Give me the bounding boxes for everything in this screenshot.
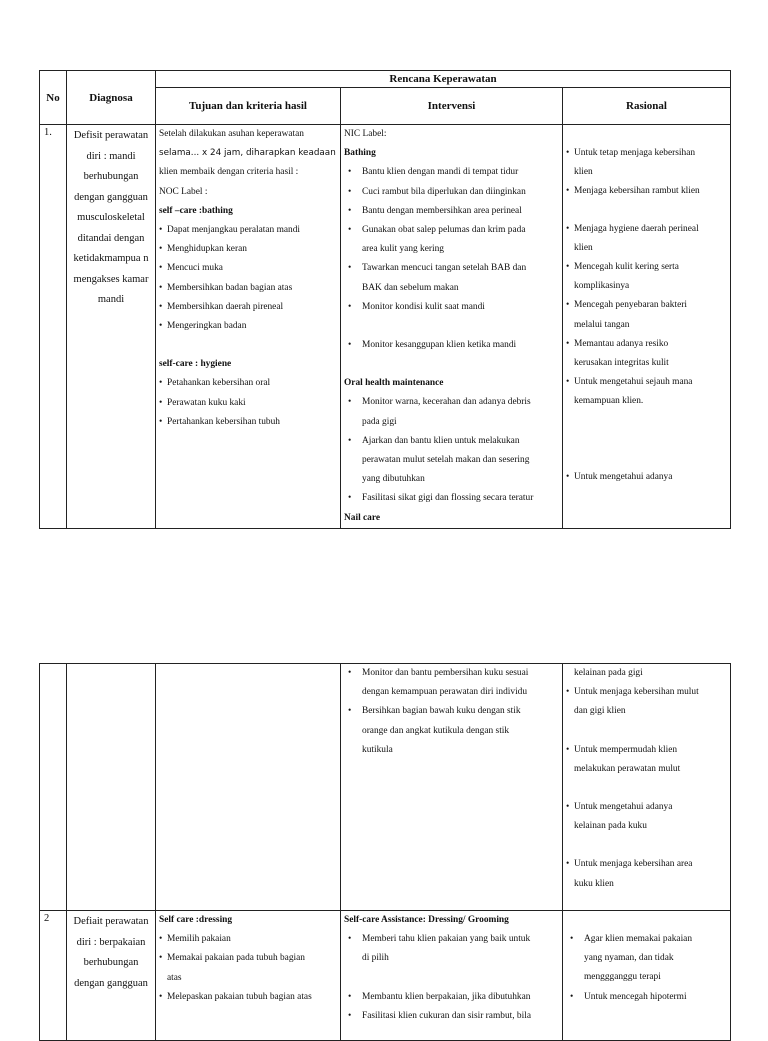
list-item: • Mencegah penyebaran bakteri bbox=[566, 296, 727, 315]
row2-diagnosa: Defiait perawatan diri : berpakaian berhubungan dengan gangguan bbox=[67, 911, 156, 1041]
list-item-continuation: menggganggu terapi bbox=[584, 972, 661, 983]
noc-label: NOC Label : bbox=[159, 186, 208, 197]
list-item: • Petahankan kebersihan oral bbox=[159, 374, 337, 393]
list-item-continuation: area kulit yang kering bbox=[362, 244, 444, 255]
list-item: • Untuk menjaga kebersihan area bbox=[566, 855, 727, 874]
list-item-continuation: di pilih bbox=[362, 953, 389, 964]
list-item-continuation: kelainan pada gigi bbox=[574, 668, 643, 678]
tujuan-intro-1: Setelah dilakukan asuhan keperawatan bbox=[159, 129, 304, 139]
list-item: • Untuk mengetahui adanya bbox=[566, 468, 727, 487]
bathing-intervention-list bbox=[344, 163, 559, 355]
list-item: • Untuk mengetahui sejauh mana bbox=[566, 373, 727, 392]
row1-tujuan bbox=[156, 125, 341, 529]
list-item: • Bantu klien dengan mandi di tempat tidur bbox=[344, 163, 559, 182]
oral-health-title: Oral health maintenance bbox=[344, 378, 444, 389]
list-item: • Membantu klien berpakaian, jika dibutuhkan bbox=[344, 988, 559, 1007]
list-item: • Gunakan obat salep pelumas dan krim pada bbox=[344, 221, 559, 240]
dressing-assistance-title: Self-care Assistance: Dressing/ Grooming bbox=[344, 915, 509, 925]
list-item: • Mencegah kulit kering serta bbox=[566, 258, 727, 277]
row1-cont-no bbox=[40, 664, 67, 911]
list-item: • Pertahankan kebersihan tubuh bbox=[159, 413, 337, 432]
list-item: • Memilih pakaian bbox=[159, 930, 337, 949]
list-item: • Monitor kesanggupan klien ketika mandi bbox=[344, 336, 559, 355]
list-item: • Monitor kondisi kulit saat mandi bbox=[344, 298, 559, 317]
list-item: • Untuk mempermudah klien bbox=[566, 741, 727, 760]
oral-health-list bbox=[344, 393, 559, 508]
nail-care-list bbox=[344, 664, 559, 760]
list-item: • Fasilitasi sikat gigi dan flossing secara teratur bbox=[344, 489, 559, 508]
rasional-cont-list bbox=[566, 664, 727, 894]
bathing-criteria-list bbox=[159, 221, 337, 336]
list-item: • Monitor dan bantu pembersihan kuku sesuai bbox=[344, 664, 559, 683]
list-item: • Untuk mencegah hipotermi bbox=[566, 988, 727, 1007]
list-item-continuation: dan gigi klien bbox=[574, 706, 626, 717]
list-item: • Menghidupkan keran bbox=[159, 240, 337, 259]
bathing-title: self –care :bathing bbox=[159, 205, 233, 216]
dressing-criteria-list bbox=[159, 930, 337, 1007]
list-item-continuation: kerusakan integritas kulit bbox=[574, 358, 669, 369]
list-item: • Menjaga kebersihan rambut klien bbox=[566, 182, 727, 201]
list-item: • Untuk mengetahui adanya bbox=[566, 798, 727, 817]
header-rencana-keperawatan: Rencana Keperawatan bbox=[156, 71, 731, 88]
hygiene-criteria-list bbox=[159, 374, 337, 432]
list-item-continuation: yang dibutuhkan bbox=[362, 474, 425, 485]
list-item: • Melepaskan pakaian tubuh bagian atas bbox=[159, 988, 337, 1007]
list-item-continuation: orange dan angkat kutikula dengan stik bbox=[362, 725, 510, 736]
nic-label: NIC Label: bbox=[344, 129, 387, 139]
list-item-continuation: pada gigi bbox=[362, 416, 397, 427]
tujuan-intro-3: klien membaik dengan criteria hasil : bbox=[159, 167, 299, 178]
row1-no: 1. bbox=[40, 125, 67, 529]
list-item: • Menjaga hygiene daerah perineal bbox=[566, 220, 727, 239]
list-item: • Memakai pakaian pada tubuh bagian bbox=[159, 949, 337, 968]
row1-cont-rasional bbox=[563, 664, 731, 911]
bathing-intervention-title: Bathing bbox=[344, 148, 376, 159]
list-item: • Bersihkan bagian bawah kuku dengan stik bbox=[344, 702, 559, 721]
nail-care-title: Nail care bbox=[344, 512, 381, 523]
row2-intervensi bbox=[341, 911, 563, 1041]
rasional-list bbox=[566, 144, 727, 487]
list-item-continuation: klien bbox=[574, 167, 593, 178]
dressing-intervention-list bbox=[344, 930, 559, 1026]
list-item-continuation: yang nyaman, dan tidak bbox=[584, 953, 674, 964]
list-item: • Membersihkan daerah pireneal bbox=[159, 298, 337, 317]
list-item-continuation: kutikula bbox=[362, 744, 393, 755]
list-item: • Memberi tahu klien pakaian yang baik untuk bbox=[344, 930, 559, 949]
list-item: • Mencuci muka bbox=[159, 259, 337, 278]
list-item: • Dapat menjangkau peralatan mandi bbox=[159, 221, 337, 240]
list-item-continuation: komplikasinya bbox=[574, 281, 630, 292]
list-item: • Untuk menjaga kebersihan mulut bbox=[566, 683, 727, 702]
list-item-continuation: melalui tangan bbox=[574, 319, 630, 330]
list-item-continuation: atas bbox=[167, 972, 182, 983]
row1-cont-diagnosa bbox=[67, 664, 156, 911]
care-plan-table-page-1 bbox=[39, 70, 731, 529]
header-tujuan: Tujuan dan kriteria hasil bbox=[156, 88, 341, 125]
row2-rasional bbox=[563, 911, 731, 1041]
row2-tujuan bbox=[156, 911, 341, 1041]
row1-cont-intervensi bbox=[341, 664, 563, 911]
list-item-continuation: BAK dan sebelum makan bbox=[362, 282, 459, 293]
list-item-continuation: dengan kemampuan perawatan diri individu bbox=[362, 687, 528, 698]
row1-intervensi bbox=[341, 125, 563, 529]
header-no: No bbox=[40, 71, 67, 125]
row1-diagnosa: Defisit perawatan diri : mandi berhubungan dengan gangguan musculoskeletal ditandai dengan ketidakmampua n mengakses kamar mandi bbox=[67, 125, 156, 529]
list-item: • Agar klien memakai pakaian bbox=[566, 930, 727, 949]
list-item-continuation: klien bbox=[574, 242, 593, 253]
dressing-title: Self care :dressing bbox=[159, 915, 233, 925]
header-intervensi: Intervensi bbox=[341, 88, 563, 125]
list-item: • Membersihkan badan bagian atas bbox=[159, 279, 337, 298]
list-item-continuation: kuku klien bbox=[574, 878, 614, 889]
care-plan-table-page-2 bbox=[39, 663, 731, 1041]
list-item-continuation: kemampuan klien. bbox=[574, 396, 644, 407]
list-item: • Mengeringkan badan bbox=[159, 317, 337, 336]
list-item: • Ajarkan dan bantu klien untuk melakukan bbox=[344, 432, 559, 451]
header-rasional: Rasional bbox=[563, 88, 731, 125]
hygiene-title: self-care : hygiene bbox=[159, 359, 232, 370]
tujuan-intro-2: selama... x 24 jam, diharapkan keadaan bbox=[159, 148, 336, 159]
row1-rasional bbox=[563, 125, 731, 529]
list-item-continuation: melakukan perawatan mulut bbox=[574, 763, 681, 774]
list-item: • Cuci rambut bila diperlukan dan diinginkan bbox=[344, 183, 559, 202]
list-item: • Bantu dengan membersihkan area perineal bbox=[344, 202, 559, 221]
list-item: • Fasilitasi klien cukuran dan sisir rambut, bila bbox=[344, 1007, 559, 1026]
list-item: • Memantau adanya resiko bbox=[566, 335, 727, 354]
list-item: • Perawatan kuku kaki bbox=[159, 394, 337, 413]
list-item-continuation: perawatan mulut setelah makan dan sesering bbox=[362, 455, 530, 466]
list-item-continuation: kelainan pada kuku bbox=[574, 821, 647, 832]
list-item: • Untuk tetap menjaga kebersihan bbox=[566, 144, 727, 163]
row2-no: 2 bbox=[40, 911, 67, 1041]
dressing-rasional-list bbox=[566, 930, 727, 1007]
list-item: • Tawarkan mencuci tangan setelah BAB dan bbox=[344, 259, 559, 278]
list-item: • Monitor warna, kecerahan dan adanya debris bbox=[344, 393, 559, 412]
header-diagnosa: Diagnosa bbox=[67, 71, 156, 125]
row1-cont-tujuan bbox=[156, 664, 341, 911]
